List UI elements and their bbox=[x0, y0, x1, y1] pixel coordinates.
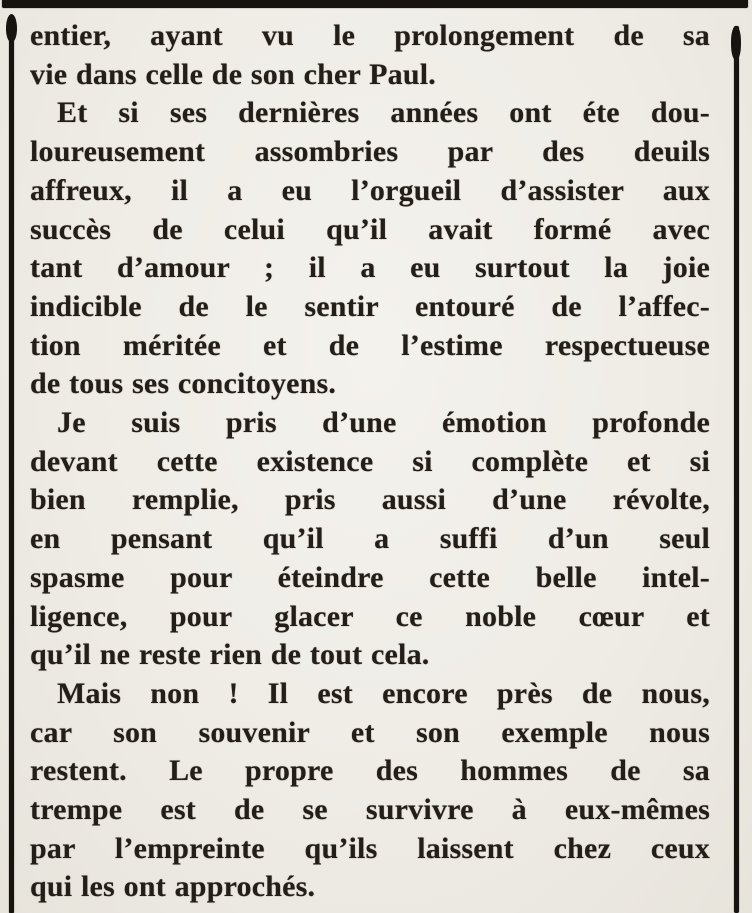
right-column-rule bbox=[734, 26, 739, 913]
article-text-column bbox=[30, 17, 710, 907]
text-line: qu’il ne reste rien de tout cela. bbox=[30, 638, 430, 672]
text-line: Je suis pris d’une émotion profonde bbox=[57, 406, 710, 440]
text-line: de tous ses concitoyens. bbox=[30, 367, 337, 401]
text-line: entier, ayant vu le prolongement de sa bbox=[30, 19, 710, 52]
text-line: vie dans celle de son cher Paul. bbox=[30, 57, 437, 91]
text-line: trempe est de se survivre à eux-mêmes bbox=[30, 793, 710, 827]
text-line: devant cette existence si complète et si bbox=[30, 444, 710, 478]
text-line: par l’empreinte qu’ils laissent chez ceux bbox=[30, 831, 710, 865]
text-line: ligence, pour glacer ce noble cœur et bbox=[30, 599, 710, 633]
text-line: car son souvenir et son exemple nous bbox=[30, 715, 710, 749]
text-line: tant d’amour ; il a eu surtout la joie bbox=[30, 251, 710, 285]
text-line: en pensant qu’il a suffi d’un seul bbox=[30, 522, 710, 556]
text-line: indicible de le sentir entouré de l’affec- bbox=[30, 289, 710, 323]
text-line: affreux, il a eu l’orgueil d’assister aux bbox=[30, 173, 710, 207]
text-line: qui les ont approchés. bbox=[30, 870, 316, 904]
text-line: restent. Le propre des hommes de sa bbox=[30, 754, 710, 788]
text-line: bien remplie, pris aussi d’une révolte, bbox=[30, 483, 710, 517]
text-line: Mais non ! Il est encore près de nous, bbox=[57, 676, 710, 710]
text-line: Et si ses dernières années ont éte dou- bbox=[57, 96, 710, 130]
text-line: tion méritée et de l’estime respectueuse bbox=[30, 328, 710, 362]
text-line: succès de celui qu’il avait formé avec bbox=[30, 212, 710, 246]
left-column-rule bbox=[9, 16, 14, 913]
text-line: loureusement assombries par des deuils bbox=[30, 135, 710, 169]
text-line: spasme pour éteindre cette belle intel- bbox=[30, 560, 710, 594]
top-crop-ink-bar bbox=[2, 0, 748, 8]
